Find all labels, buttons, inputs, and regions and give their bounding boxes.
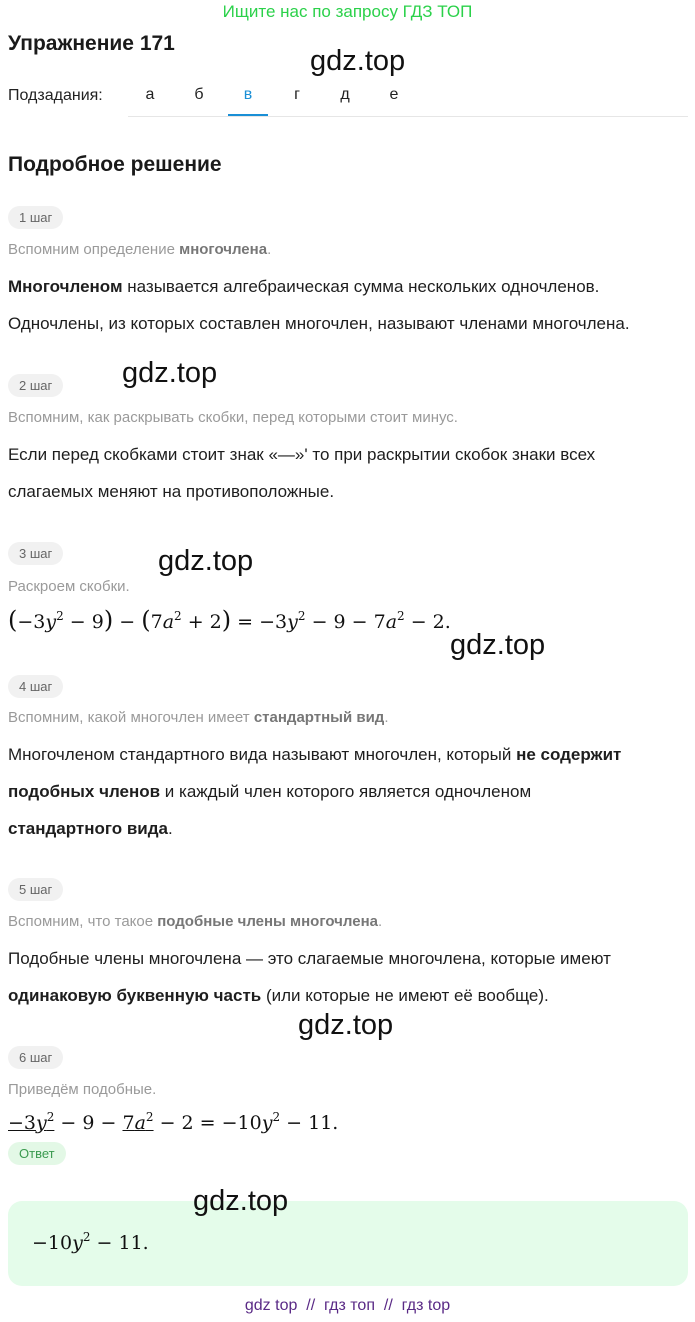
- subtasks-label: Подзадания:: [8, 87, 103, 104]
- watermark: gdz.top: [122, 357, 218, 389]
- step-5-text: Подобные члены многочлена — это слагаемые многочлена, которые имеют одинаковую буквенную часть (или которые не имеют её вообще).: [8, 949, 611, 1005]
- tab-b[interactable]: б: [194, 86, 204, 103]
- step-1-text: [8, 268, 688, 342]
- section-title: Подробное решение: [8, 153, 222, 176]
- answer-box: [8, 1201, 688, 1286]
- step-4-text: Многочленом стандартного вида называют многочлен, который не содержит подобных членов и каждый член которого является одночленом стандартного вида.: [8, 745, 622, 838]
- tab-a[interactable]: а: [145, 86, 155, 103]
- tab-v[interactable]: в: [228, 86, 268, 116]
- step-2-badge: 2 шаг: [8, 374, 63, 397]
- watermark: gdz.top: [193, 1185, 289, 1217]
- watermark: gdz.top: [310, 45, 406, 77]
- step-3-hint: Раскроем скобки.: [8, 578, 130, 595]
- definition-line: Многочленом называется алгебраическая сумма нескольких одночленов.: [8, 277, 600, 296]
- footer-links[interactable]: gdz top // гдз топ // гдз top: [244, 1297, 451, 1314]
- step-6-badge: 6 шаг: [8, 1046, 63, 1069]
- answer-formula: $-10y^2 - 11$.: [32, 1230, 149, 1254]
- step-1-badge: 1 шаг: [8, 206, 63, 229]
- answer-badge: Ответ: [8, 1142, 66, 1165]
- tab-d[interactable]: д: [340, 86, 350, 103]
- search-banner: Ищите нас по запросу ГДЗ ТОП: [222, 2, 473, 21]
- step-5-hint: Вспомним, что такое подобные члены многочлена.: [8, 913, 383, 930]
- tab-g[interactable]: г: [294, 86, 300, 103]
- step-5-badge: 5 шаг: [8, 878, 63, 901]
- step-4-hint: Вспомним, какой многочлен имеет стандартный вид.: [8, 709, 389, 726]
- exercise-title: Упражнение 171: [8, 32, 175, 55]
- step-1-hint: Вспомним определение многочлена.: [8, 241, 272, 258]
- step-3-formula: $(-3y^2 - 9) - (7a^2 + 2) = -3y^2 - 9 - 7a^2 - 2$.: [8, 606, 451, 634]
- members-line: Одночлены, из которых составлен многочлен, называют членами многочлена.: [8, 314, 630, 333]
- step-6-formula: $-3y^2 - 9 - 7a^2 - 2 = -10y^2 - 11$.: [8, 1110, 339, 1134]
- subtask-tabs: [128, 78, 688, 117]
- rule-line-1: Если перед скобками стоит знак «—»' то при раскрытии скобок знаки всех: [8, 445, 596, 464]
- rule-line-2: слагаемых меняют на противоположные.: [8, 482, 335, 501]
- step-4-badge: 4 шаг: [8, 675, 63, 698]
- tab-e[interactable]: е: [389, 86, 399, 103]
- step-2-text: [8, 436, 688, 510]
- watermark: gdz.top: [450, 629, 546, 661]
- watermark: gdz.top: [158, 545, 254, 577]
- step-6-hint: Приведём подобные.: [8, 1081, 157, 1098]
- step-2-hint: Вспомним, как раскрывать скобки, перед которыми стоит минус.: [8, 409, 458, 426]
- watermark: gdz.top: [298, 1009, 394, 1041]
- step-3-badge: 3 шаг: [8, 542, 63, 565]
